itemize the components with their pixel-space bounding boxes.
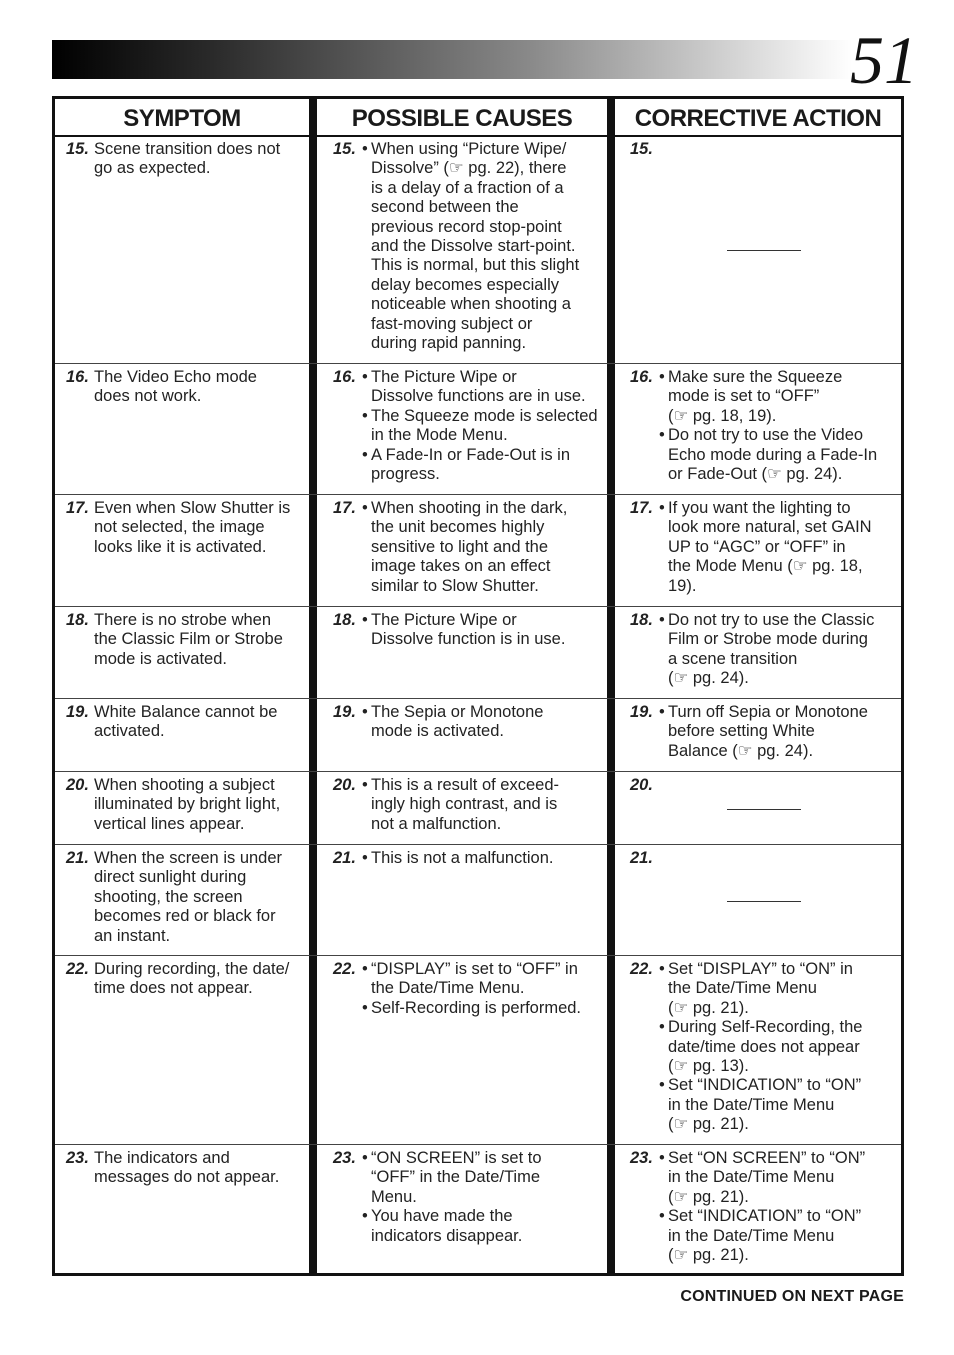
item-number: 22. [630, 960, 653, 978]
symptom-text: shooting, the screen [94, 887, 243, 906]
cause-text: Dissolve” (☞ pg. 22), there [371, 159, 567, 178]
cause-bullet [333, 849, 603, 868]
action-bullet [630, 1149, 900, 1207]
no-action-dash [727, 250, 801, 251]
item-number: 16. [630, 368, 653, 386]
action-text: (☞ pg. 24). [668, 669, 749, 688]
item-number: 17. [333, 499, 356, 517]
symptom-text: go as expected. [94, 159, 211, 178]
cause-text: • “ON SCREEN” is set to [371, 1149, 542, 1167]
symptom-cell [66, 1149, 306, 1188]
cause-text: in the Mode Menu. [371, 426, 508, 445]
cause-text: during rapid panning. [371, 334, 527, 353]
symptom-text: time does not appear. [94, 979, 253, 998]
column-divider [309, 99, 317, 1273]
cause-text: • This is a result of exceed- [371, 776, 559, 794]
symptom-text: During recording, the date/ [94, 960, 290, 978]
cause-bullet [333, 960, 603, 999]
symptom-text: illuminated by bright light, [94, 795, 281, 814]
item-number: 22. [333, 960, 356, 978]
action-text: • Set “DISPLAY” to “ON” in [668, 960, 853, 978]
cause-text: “OFF” in the Date/Time [371, 1168, 541, 1187]
action-text: (☞ pg. 13). [668, 1057, 749, 1076]
item-number: 15. [66, 140, 89, 158]
item-number: 19. [630, 703, 653, 721]
cause-text: sensitive to light and the [371, 537, 549, 556]
column-divider [607, 99, 615, 1273]
symptom-cell [66, 140, 306, 179]
item-number: 17. [630, 499, 653, 517]
cause-text: • Self-Recording is performed. [371, 998, 582, 1017]
column-header-causes: POSSIBLE CAUSES [317, 102, 607, 137]
column-header-symptom: SYMPTOM [55, 102, 309, 137]
row-divider [55, 771, 901, 772]
row-divider [55, 494, 901, 495]
cause-text: • The Picture Wipe or [371, 368, 517, 386]
action-text: • Turn off Sepia or Monotone [668, 703, 868, 721]
action-text: • Set “ON SCREEN” to “ON” [668, 1149, 866, 1167]
item-number: 18. [66, 611, 89, 629]
action-cell [630, 611, 900, 689]
symptom-text: The indicators and [94, 1149, 230, 1167]
action-text: date/time does not appear [668, 1037, 860, 1056]
action-bullet [630, 368, 900, 426]
cause-bullet [333, 1207, 603, 1246]
action-text: in the Date/Time Menu [668, 1226, 835, 1245]
page-number: 51 [850, 22, 918, 98]
cause-bullet [333, 446, 603, 485]
action-cell [630, 140, 900, 159]
action-text: (☞ pg. 21). [668, 1246, 749, 1265]
action-text: • Make sure the Squeeze [668, 368, 843, 386]
symptom-text: does not work. [94, 387, 202, 406]
symptom-cell [66, 703, 306, 742]
row-divider [55, 363, 901, 364]
item-number: 20. [333, 776, 356, 794]
action-bullet [630, 1076, 900, 1134]
action-text: • If you want the lighting to [668, 499, 851, 517]
cause-bullet [333, 776, 603, 834]
action-bullet [630, 426, 900, 484]
causes-cell [333, 776, 603, 834]
action-text: (☞ pg. 21). [668, 1115, 749, 1134]
action-bullet [630, 1207, 900, 1265]
item-number: 19. [333, 703, 356, 721]
action-text: in the Date/Time Menu [668, 1168, 835, 1187]
header-gradient-bar [52, 40, 852, 79]
symptom-text: The Video Echo mode [94, 368, 257, 386]
item-number: 20. [66, 776, 89, 794]
item-number: 17. [66, 499, 89, 517]
symptom-text: looks like it is activated. [94, 537, 267, 556]
action-text: (☞ pg. 18, 19). [668, 406, 777, 425]
cause-bullet [333, 407, 603, 446]
column-header-action: CORRECTIVE ACTION [615, 102, 901, 137]
action-cell [630, 499, 900, 596]
cause-text: previous record stop-point [371, 217, 562, 236]
cause-text: the Date/Time Menu. [371, 979, 525, 998]
action-text: (☞ pg. 21). [668, 1187, 749, 1206]
symptom-cell [66, 611, 306, 669]
causes-cell [333, 1149, 603, 1246]
item-number: 15. [333, 140, 356, 158]
action-cell [630, 1149, 900, 1265]
item-number: 18. [333, 611, 356, 629]
action-cell [630, 368, 900, 484]
symptom-text: becomes red or black for [94, 907, 276, 926]
item-number: 15. [630, 140, 653, 158]
cause-text: not a malfunction. [371, 814, 502, 833]
symptom-text: mode is activated. [94, 649, 227, 668]
symptom-text: direct sunlight during [94, 868, 247, 887]
cause-text: second between the [371, 198, 519, 217]
no-action-dash [727, 901, 801, 902]
action-text: Film or Strobe mode during [668, 630, 868, 649]
cause-bullet [333, 140, 603, 353]
action-placeholder [630, 776, 900, 795]
action-text: • Do not try to use the Classic [668, 611, 875, 629]
item-number: 23. [630, 1149, 653, 1167]
action-text: look more natural, set GAIN [668, 518, 872, 537]
cause-bullet [333, 611, 603, 650]
row-divider [55, 698, 901, 699]
cause-text: indicators disappear. [371, 1226, 523, 1245]
symptom-text: White Balance cannot be [94, 703, 278, 721]
row-divider [55, 606, 901, 607]
cause-text: progress. [371, 465, 440, 484]
cause-text: Dissolve functions are in use. [371, 387, 586, 406]
cause-text: • You have made the [371, 1207, 513, 1226]
cause-text: fast-moving subject or [371, 314, 533, 333]
cause-bullet [333, 703, 603, 742]
symptom-text: the Classic Film or Strobe [94, 630, 283, 649]
action-cell [630, 960, 900, 1135]
cause-text: Dissolve function is in use. [371, 630, 566, 649]
symptom-text: When the screen is under [94, 849, 283, 867]
symptom-cell [66, 776, 306, 834]
symptom-text: Even when Slow Shutter is [94, 499, 291, 517]
action-text: the Date/Time Menu [668, 979, 817, 998]
continued-note: CONTINUED ON NEXT PAGE [680, 1288, 904, 1305]
no-action-dash [727, 809, 801, 810]
action-text: or Fade-Out (☞ pg. 24). [668, 465, 843, 484]
action-bullet [630, 703, 900, 761]
cause-text: • A Fade-In or Fade-Out is in [371, 445, 571, 464]
action-cell [630, 703, 900, 761]
action-cell [630, 849, 900, 868]
cause-text: the unit becomes highly [371, 518, 545, 537]
item-number: 18. [630, 611, 653, 629]
action-text: mode is set to “OFF” [668, 387, 820, 406]
cause-text: delay becomes especially [371, 275, 560, 294]
cause-bullet [333, 499, 603, 596]
row-divider [55, 955, 901, 956]
cause-text: noticeable when shooting a [371, 295, 571, 314]
action-text: a scene transition [668, 649, 798, 668]
item-number: 23. [66, 1149, 89, 1167]
symptom-text: activated. [94, 722, 165, 741]
item-number: 23. [333, 1149, 356, 1167]
cause-text: • When using “Picture Wipe/ [371, 140, 567, 158]
action-bullet [630, 960, 900, 1018]
action-text: (☞ pg. 21). [668, 998, 749, 1017]
item-number: 21. [333, 849, 356, 867]
symptom-cell [66, 849, 306, 946]
item-number: 22. [66, 960, 89, 978]
symptom-text: There is no strobe when [94, 611, 272, 629]
cause-text: This is normal, but this slight [371, 256, 580, 275]
action-placeholder [630, 140, 900, 159]
cause-bullet [333, 1149, 603, 1207]
action-bullet [630, 499, 900, 596]
item-number: 20. [630, 776, 653, 794]
symptom-text: Scene transition does not [94, 140, 281, 158]
causes-cell [333, 611, 603, 650]
cause-text: • The Squeeze mode is selected [371, 406, 598, 425]
row-divider [55, 844, 901, 845]
causes-cell [333, 140, 603, 353]
symptom-text: vertical lines appear. [94, 814, 245, 833]
symptom-text: not selected, the image [94, 518, 265, 537]
symptom-text: When shooting a subject [94, 776, 275, 794]
action-text: 19). [668, 576, 697, 595]
cause-bullet [333, 999, 603, 1018]
causes-cell [333, 849, 603, 868]
cause-text: similar to Slow Shutter. [371, 576, 539, 595]
cause-text: mode is activated. [371, 722, 504, 741]
cause-text: and the Dissolve start-point. [371, 237, 576, 256]
action-placeholder [630, 849, 900, 868]
causes-cell [333, 960, 603, 1018]
action-text: • Set “INDICATION” to “ON” [668, 1207, 862, 1226]
action-text: • During Self-Recording, the [668, 1018, 863, 1037]
cause-text: is a delay of a fraction of a [371, 178, 564, 197]
action-text: in the Date/Time Menu [668, 1095, 835, 1114]
item-number: 21. [66, 849, 89, 867]
item-number: 16. [333, 368, 356, 386]
action-text: UP to “AGC” or “OFF” in [668, 537, 846, 556]
cause-text: image takes on an effect [371, 557, 551, 576]
action-text: Balance (☞ pg. 24). [668, 741, 814, 760]
causes-cell [333, 703, 603, 742]
symptom-text: messages do not appear. [94, 1168, 280, 1187]
action-bullet [630, 1018, 900, 1076]
symptom-text: an instant. [94, 926, 171, 945]
action-bullet [630, 611, 900, 689]
troubleshooting-table [52, 96, 904, 1276]
action-cell [630, 776, 900, 795]
action-text: the Mode Menu (☞ pg. 18, [668, 557, 863, 576]
causes-cell [333, 368, 603, 484]
cause-text: • The Picture Wipe or [371, 611, 517, 629]
cause-bullet [333, 368, 603, 407]
row-divider [55, 1144, 901, 1145]
item-number: 21. [630, 849, 653, 867]
causes-cell [333, 499, 603, 596]
cause-text: Menu. [371, 1187, 417, 1206]
cause-text: • “DISPLAY” is set to “OFF” in [371, 960, 578, 978]
cause-text: • This is not a malfunction. [371, 849, 554, 867]
action-text: Echo mode during a Fade-In [668, 445, 878, 464]
cause-text: ingly high contrast, and is [371, 795, 558, 814]
symptom-cell [66, 499, 306, 557]
action-text: • Do not try to use the Video [668, 426, 864, 445]
symptom-cell [66, 960, 306, 999]
cause-text: • The Sepia or Monotone [371, 703, 544, 721]
item-number: 16. [66, 368, 89, 386]
action-text: • Set “INDICATION” to “ON” [668, 1076, 862, 1095]
action-text: before setting White [668, 722, 815, 741]
symptom-cell [66, 368, 306, 407]
item-number: 19. [66, 703, 89, 721]
cause-text: • When shooting in the dark, [371, 499, 568, 517]
